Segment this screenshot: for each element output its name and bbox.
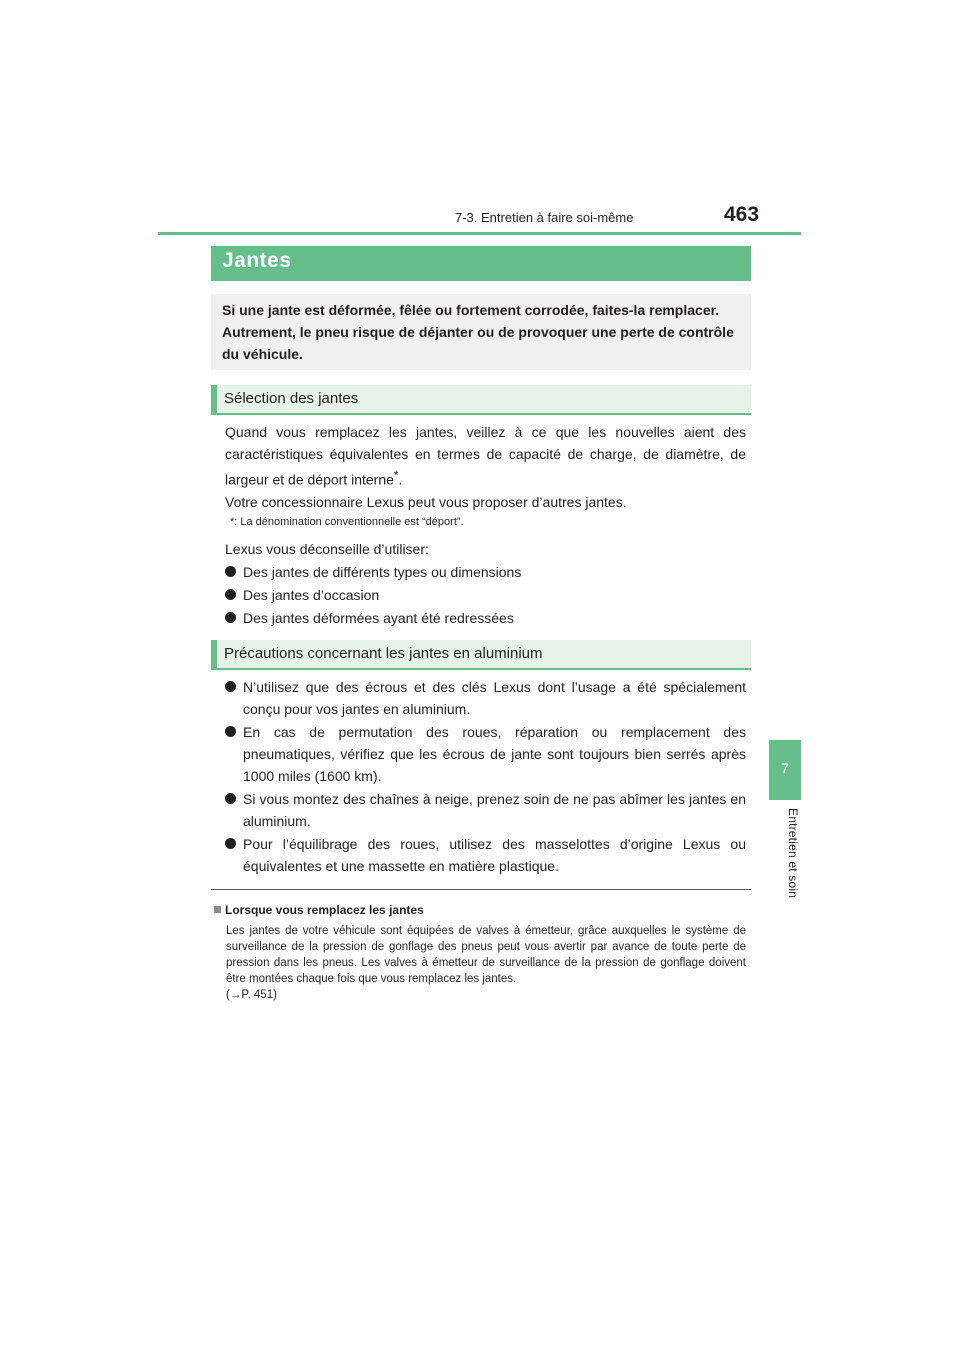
running-header-section: 7-3. Entretien à faire soi-même: [455, 210, 634, 225]
page-number: 463: [724, 203, 760, 226]
aluminium-list: [225, 676, 746, 878]
list-item: N’utilisez que des écrous et des clés Lexus dont l’usage a été spécialement conçu pour vos jantes en aluminium.: [225, 676, 746, 720]
footnote-mark: *: [393, 469, 399, 482]
square-bullet-icon: [214, 906, 221, 913]
list-item: Si vous montez des chaînes à neige, prenez soin de ne pas abîmer les jantes en aluminium.: [225, 788, 746, 832]
list-item: Des jantes déformées ayant été redressées: [225, 607, 746, 629]
chapter-label: Entretien et soin: [786, 808, 800, 899]
list-item: Des jantes de différents types ou dimensions: [225, 561, 746, 583]
selection-paragraph: [225, 421, 746, 513]
chapter-number: 7: [781, 760, 789, 776]
selection-list: [225, 561, 746, 630]
selection-lead: Lexus vous déconseille d’utiliser:: [225, 541, 429, 557]
intro-text: Si une jante est déformée, fêlée ou fortement corrodée, faites-la remplacer. Autrement, le pneu risque de déjanter ou de provoquer une perte de contrôle du véhicule.: [222, 302, 734, 362]
selection-para2: Votre concessionnaire Lexus peut vous proposer d’autres jantes.: [225, 493, 627, 510]
list-item: Pour l’équilibrage des roues, utilisez des masselottes d’origine Lexus ou équivalentes et une massette en matière plastique.: [225, 833, 746, 877]
note-heading: Lorsque vous remplacez les jantes: [214, 903, 424, 917]
section-title-bar: [211, 246, 751, 281]
footnote: *: La dénomination conventionnelle est “déport”.: [230, 516, 464, 528]
selection-heading: Sélection des jantes: [224, 390, 359, 407]
list-item: Des jantes d’occasion: [225, 584, 746, 606]
selection-para1-end: .: [398, 471, 403, 488]
section-divider: [211, 889, 751, 890]
list-item: En cas de permutation des roues, réparation ou remplacement des pneumatiques, vérifiez que les écrous de jante sont toujours bien serrés après 1000 miles (1600 km).: [225, 721, 746, 787]
page-reference-link[interactable]: (→P. 451): [226, 989, 277, 1001]
note-text: Les jantes de votre véhicule sont équipées de valves à émetteur, grâce auxquelles le système de surveillance de la pression de gonflage des pneus peut vous avertir par avance de toute perte de pression dans les pneus. Les valves à émetteur de surveillance de la pression de gonflage doivent être montées chaque fois que vous remplacez les jantes. (→P. 451): [226, 925, 746, 1001]
section-title: Jantes: [222, 249, 292, 272]
header-rule: [158, 232, 801, 235]
selection-para1: Quand vous remplacez les jantes, veillez à ce que les nouvelles aient des caractéristiques équivalentes en termes de capacité de charge, de diamètre, de largeur et de déport interne: [225, 424, 746, 488]
aluminium-heading: Précautions concernant les jantes en aluminium: [224, 645, 543, 662]
